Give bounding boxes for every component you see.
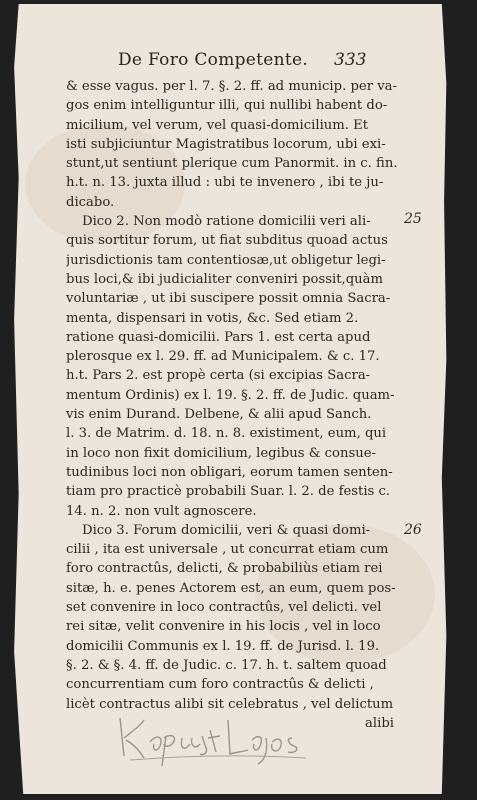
text-line: h.t. Pars 2. est propè certa (si excipias Sacra- — [66, 368, 371, 384]
text-line: mentum Ordinis) ex l. 19. §. 2. ff. de Judic. quam- — [66, 387, 395, 403]
text-line: bus loci,& ibi judicialiter conveniri possit,quàm — [66, 271, 384, 287]
text-line: foro contractûs, delicti, & probabiliùs etiam rei — [66, 561, 383, 577]
paragraph-dico-3 — [66, 521, 402, 733]
text-line: sitæ, h. e. penes Actorem est, an eum, quem pos- — [66, 580, 396, 596]
text-line: jurisdictionis tam contentiosæ,ut obligetur legi- — [66, 252, 386, 268]
text-line: h.t. n. 13. juxta illud : ubi te invenero , ibi te ju- — [66, 175, 384, 191]
text-line: & esse vagus. per l. 7. §. 2. ff. ad municip. per va- — [66, 79, 397, 94]
margin-number-26: 26 — [404, 522, 422, 538]
text-line: micilium, vel verum, vel quasi-domicilium. Et — [66, 117, 369, 133]
paragraph-dico-2 — [66, 212, 402, 521]
text-line: tudinibus loci non obligari, eorum tamen senten- — [66, 464, 393, 480]
text-line: alibi — [365, 715, 394, 731]
text-line: in loco non fixit domicilium, legibus & consue- — [66, 445, 377, 461]
text-line: set convenire in loco contractûs, vel delicti. vel — [66, 600, 382, 616]
handwritten-signature — [110, 708, 320, 768]
text-line: menta, dispensari in votis, &c. Sed etiam 2. — [66, 310, 359, 326]
text-line: quis sortitur forum, ut fiat subditus quoad actus — [66, 233, 388, 249]
text-line: concurrentiam cum foro contractûs & delicti , — [66, 677, 374, 693]
running-title: De Foro Competente. — [118, 50, 309, 70]
text-line: plerosque ex l. 29. ff. ad Municipalem. & c. 17. — [66, 349, 380, 365]
text-line: 14. n. 2. non vult agnoscere. — [66, 503, 257, 519]
text-line: Dico 2. Non modò ratione domicilii veri ali- — [82, 214, 371, 230]
text-line: ratione quasi-domicilii. Pars 1. est certa apud — [66, 329, 371, 345]
text-line: Dico 3. Forum domicilii, veri & quasi domi- — [82, 522, 371, 538]
text-line: rei sitæ, velit convenire in his locis , vel in loco — [66, 619, 381, 635]
text-line: licèt contractus alibi sit celebratus , vel delictum — [66, 696, 394, 712]
text-line: §. 2. & §. 4. ff. de Judic. c. 17. h. t. saltem quoad — [66, 657, 387, 673]
text-line: isti subjiciuntur Magistratibus locorum, ubi exi- — [66, 136, 386, 152]
text-line: gos enim intelliguntur illi, qui nullibi habent do- — [66, 98, 388, 114]
text-line: tiam pro practicè probabili Suar. l. 2. de festis c. — [66, 484, 391, 500]
text-line: l. 3. de Matrim. d. 18. n. 8. existiment, eum, qui — [66, 426, 387, 442]
page-number: 333 — [334, 50, 367, 70]
text-line: vis enim Durand. Delbene, & alii apud Sanch. — [66, 407, 372, 423]
text-line: domicilii Communis ex l. 19. ff. de Jurisd. l. 19. — [66, 638, 380, 654]
text-line: dicabo. — [66, 194, 115, 210]
margin-number-25: 25 — [404, 211, 422, 227]
page-header — [118, 48, 418, 74]
paragraph-continuation — [66, 77, 402, 212]
text-line: voluntariæ , ut ibi suscipere possit omnia Sacra- — [66, 291, 391, 307]
text-line: cilii , ita est universale , ut concurrat etiam cum — [66, 542, 389, 558]
text-line: stunt,ut sentiunt plerique cum Panormit. in c. fin. — [66, 156, 398, 172]
body-text — [66, 77, 402, 733]
